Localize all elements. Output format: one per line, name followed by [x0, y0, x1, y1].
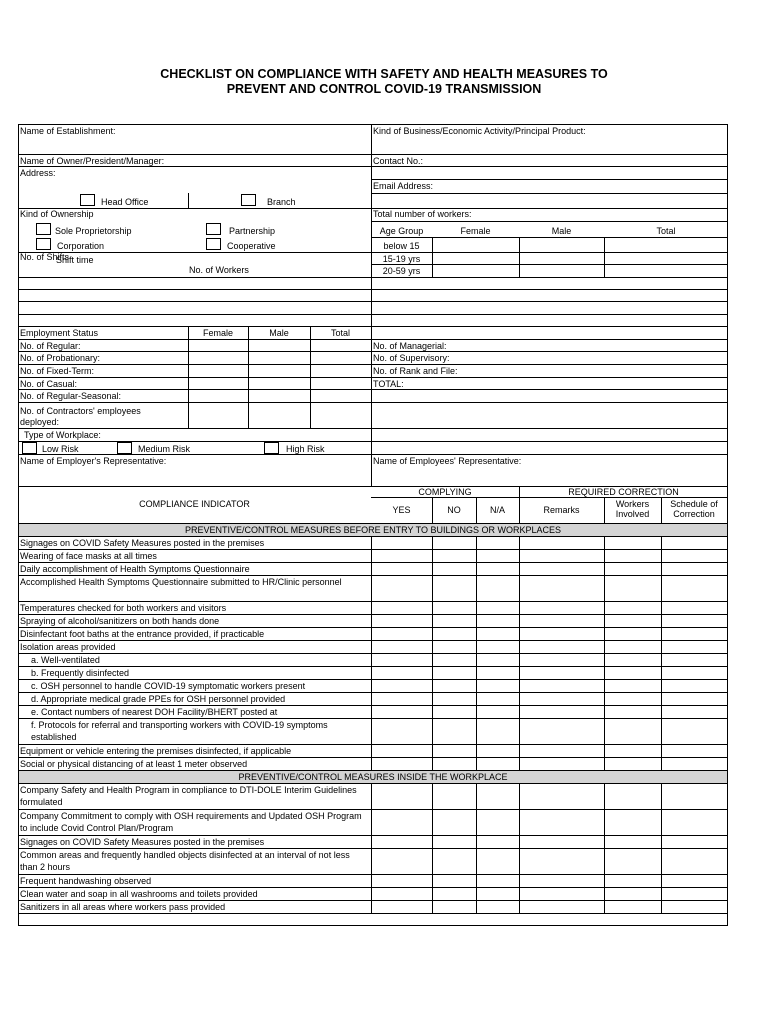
remarks-cell[interactable]	[519, 679, 604, 692]
grid-line	[371, 536, 372, 770]
no-cell[interactable]	[432, 874, 476, 887]
grid-line	[519, 783, 520, 913]
remarks-cell[interactable]	[519, 653, 604, 666]
na-cell[interactable]	[476, 887, 519, 900]
no-cell[interactable]	[432, 887, 476, 900]
schedule-cell[interactable]	[661, 874, 728, 887]
remarks-header: Remarks	[543, 505, 580, 515]
yes-cell[interactable]	[371, 718, 432, 744]
age-row-label: 15-19 yrs	[382, 254, 421, 264]
employment-row-label: No. of Fixed-Term:	[20, 366, 95, 376]
corporation-checkbox[interactable]	[36, 238, 51, 250]
remarks-cell[interactable]	[519, 848, 604, 874]
workers-involved-cell[interactable]	[604, 666, 661, 679]
partnership-label: Partnership	[229, 226, 276, 236]
employment-row-label: No. of Probationary:	[20, 353, 101, 363]
remarks-cell[interactable]	[519, 809, 604, 835]
age-male-header: Male	[551, 226, 572, 236]
workers-involved-cell[interactable]	[604, 627, 661, 640]
schedule-cell[interactable]	[661, 848, 728, 874]
grid-line	[519, 536, 520, 770]
employment-row-label: No. of Regular-Seasonal:	[20, 391, 122, 401]
yes-cell[interactable]	[371, 549, 432, 562]
remarks-cell[interactable]	[519, 666, 604, 679]
schedule-cell[interactable]	[661, 835, 728, 848]
schedule-of-correction-header: Schedule of Correction	[670, 499, 718, 519]
na-cell[interactable]	[476, 874, 519, 887]
checklist-item: d. Appropriate medical grade PPEs for OSH personnel provided	[31, 694, 286, 704]
remarks-cell[interactable]	[519, 874, 604, 887]
remarks-cell[interactable]	[519, 575, 604, 601]
checklist-item: b. Frequently disinfected	[31, 668, 130, 678]
yes-cell[interactable]	[371, 653, 432, 666]
grid-line	[432, 536, 433, 770]
workers-involved-cell[interactable]	[604, 705, 661, 718]
yes-cell[interactable]	[371, 874, 432, 887]
required-correction-header: REQUIRED CORRECTION	[568, 487, 679, 497]
schedule-cell[interactable]	[661, 679, 728, 692]
schedule-cell[interactable]	[661, 653, 728, 666]
workers-involved-cell[interactable]	[604, 549, 661, 562]
no-cell[interactable]	[432, 848, 476, 874]
schedule-cell[interactable]	[661, 575, 728, 601]
yes-cell[interactable]	[371, 692, 432, 705]
workers-involved-cell[interactable]	[604, 601, 661, 614]
workers-involved-cell[interactable]	[604, 783, 661, 809]
yes-cell[interactable]	[371, 900, 432, 913]
yes-cell[interactable]	[371, 627, 432, 640]
checklist-item: Spraying of alcohol/sanitizers on both hands done	[20, 616, 220, 626]
checklist-item: Wearing of face masks at all times	[20, 551, 157, 561]
yes-header: YES	[392, 505, 411, 515]
no-header: NO	[447, 505, 461, 515]
yes-cell[interactable]	[371, 640, 432, 653]
remarks-cell[interactable]	[519, 887, 604, 900]
checklist-item: Equipment or vehicle entering the premises disinfected, if applicable	[20, 746, 292, 756]
schedule-cell[interactable]	[661, 783, 728, 809]
na-cell[interactable]	[476, 601, 519, 614]
employment-total-header: Total	[330, 328, 350, 338]
address-label: Address:	[20, 168, 56, 178]
workplace-type-label: Type of Workplace:	[24, 430, 101, 440]
establishment-label: Name of Establishment:	[20, 126, 116, 136]
no-cell[interactable]	[432, 705, 476, 718]
na-cell[interactable]	[476, 809, 519, 835]
contact-label: Contact No.:	[373, 156, 424, 166]
age-row-label: 20-59 yrs	[382, 266, 421, 276]
yes-cell[interactable]	[371, 809, 432, 835]
no-cell[interactable]	[432, 601, 476, 614]
checklist-item: Social or physical distancing of at least 1 meter observed	[20, 759, 248, 769]
schedule-cell[interactable]	[661, 627, 728, 640]
na-cell[interactable]	[476, 835, 519, 848]
workers-involved-cell[interactable]	[604, 874, 661, 887]
schedule-cell[interactable]	[661, 640, 728, 653]
total-workers-label: Total number of workers:	[373, 209, 472, 219]
rank-and-file-label: No. of Rank and File:	[373, 366, 458, 376]
workers-involved-cell[interactable]	[604, 562, 661, 575]
medium-risk-checkbox[interactable]	[117, 442, 132, 454]
yes-cell[interactable]	[371, 601, 432, 614]
business-label: Kind of Business/Economic Activity/Principal Product:	[373, 126, 586, 136]
age-row-label: below 15	[383, 241, 420, 251]
na-cell[interactable]	[476, 562, 519, 575]
workers-involved-cell[interactable]	[604, 614, 661, 627]
remarks-cell[interactable]	[519, 705, 604, 718]
no-cell[interactable]	[432, 627, 476, 640]
checklist-item: Common areas and frequently handled objects disinfected at an interval of not less than 2 hours	[20, 850, 350, 872]
schedule-cell[interactable]	[661, 757, 728, 770]
na-cell[interactable]	[476, 614, 519, 627]
yes-cell[interactable]	[371, 783, 432, 809]
compliance-indicator-header: COMPLIANCE INDICATOR	[139, 499, 250, 509]
total-label: TOTAL:	[373, 379, 404, 389]
grid-line	[476, 536, 477, 770]
schedule-cell[interactable]	[661, 692, 728, 705]
workers-involved-cell[interactable]	[604, 848, 661, 874]
schedule-cell[interactable]	[661, 614, 728, 627]
remarks-cell[interactable]	[519, 614, 604, 627]
grid-line	[18, 913, 728, 914]
grid-line	[661, 783, 662, 913]
supervisory-label: No. of Supervisory:	[373, 353, 450, 363]
na-cell[interactable]	[476, 705, 519, 718]
workers-involved-cell[interactable]	[604, 718, 661, 744]
na-cell[interactable]	[476, 627, 519, 640]
remarks-cell[interactable]	[519, 900, 604, 913]
branch-checkbox[interactable]	[241, 194, 256, 206]
schedule-cell[interactable]	[661, 718, 728, 744]
grid-line	[371, 783, 372, 913]
no-cell[interactable]	[432, 536, 476, 549]
workers-involved-cell[interactable]	[604, 900, 661, 913]
na-cell[interactable]	[476, 757, 519, 770]
checklist-item: Company Commitment to comply with OSH requirements and Updated OSH Program to include Covid Control Plan/Program	[20, 811, 362, 833]
checklist-item: a. Well-ventilated	[31, 655, 100, 665]
checklist-item: Frequent handwashing observed	[20, 876, 152, 886]
checklist-item: Temperatures checked for both workers and visitors	[20, 603, 227, 613]
schedule-cell[interactable]	[661, 809, 728, 835]
cooperative-label: Cooperative	[227, 241, 276, 251]
employment-male-header: Male	[269, 328, 289, 338]
no-cell[interactable]	[432, 900, 476, 913]
no-cell[interactable]	[432, 562, 476, 575]
workers-involved-cell[interactable]	[604, 744, 661, 757]
na-header: N/A	[489, 505, 505, 515]
section-title-inside-workplace: PREVENTIVE/CONTROL MEASURES INSIDE THE WORKPLACE	[238, 772, 508, 782]
checklist-item: Signages on COVID Safety Measures posted in the premises	[20, 538, 265, 548]
grid-line	[432, 783, 433, 913]
no-cell[interactable]	[432, 679, 476, 692]
yes-cell[interactable]	[371, 614, 432, 627]
schedule-cell[interactable]	[661, 562, 728, 575]
no-cell[interactable]	[432, 744, 476, 757]
no-cell[interactable]	[432, 640, 476, 653]
no-cell[interactable]	[432, 718, 476, 744]
grid-line	[604, 536, 605, 770]
checklist-item: Company Safety and Health Program in compliance to DTI-DOLE Interim Guidelines formulated	[20, 785, 357, 807]
remarks-cell[interactable]	[519, 783, 604, 809]
medium-risk-label: Medium Risk	[138, 444, 191, 454]
remarks-cell[interactable]	[519, 536, 604, 549]
na-cell[interactable]	[476, 575, 519, 601]
no-cell[interactable]	[432, 614, 476, 627]
grid-line	[18, 770, 728, 771]
yes-cell[interactable]	[371, 666, 432, 679]
managerial-label: No. of Managerial:	[373, 341, 447, 351]
ownership-label: Kind of Ownership	[20, 209, 94, 219]
title-line-1: CHECKLIST ON COMPLIANCE WITH SAFETY AND HEALTH MEASURES TO	[160, 67, 608, 81]
schedule-cell[interactable]	[661, 549, 728, 562]
low-risk-checkbox[interactable]	[22, 442, 37, 454]
checklist-item: Accomplished Health Symptoms Questionnaire submitted to HR/Clinic personnel	[20, 577, 342, 587]
no-cell[interactable]	[432, 692, 476, 705]
workers-involved-cell[interactable]	[604, 640, 661, 653]
schedule-cell[interactable]	[661, 887, 728, 900]
workers-involved-cell[interactable]	[604, 692, 661, 705]
yes-cell[interactable]	[371, 562, 432, 575]
yes-cell[interactable]	[371, 679, 432, 692]
employment-row-label: No. of Contractors' employees deployed:	[20, 406, 141, 427]
sole-proprietorship-label: Sole Proprietorship	[55, 226, 132, 236]
yes-cell[interactable]	[371, 705, 432, 718]
age-total-header: Total	[656, 226, 676, 236]
checklist-item: f. Protocols for referral and transporting workers with COVID-19 symptoms established	[31, 720, 328, 742]
na-cell[interactable]	[476, 744, 519, 757]
remarks-cell[interactable]	[519, 549, 604, 562]
no-cell[interactable]	[432, 783, 476, 809]
no-cell[interactable]	[432, 757, 476, 770]
schedule-cell[interactable]	[661, 666, 728, 679]
na-cell[interactable]	[476, 718, 519, 744]
owner-label: Name of Owner/President/Manager:	[20, 156, 165, 166]
na-cell[interactable]	[476, 640, 519, 653]
yes-cell[interactable]	[371, 536, 432, 549]
yes-cell[interactable]	[371, 848, 432, 874]
low-risk-label: Low Risk	[42, 444, 79, 454]
high-risk-checkbox[interactable]	[264, 442, 279, 454]
checklist-item: Disinfectant foot baths at the entrance provided, if practicable	[20, 629, 265, 639]
workers-involved-cell[interactable]	[604, 809, 661, 835]
checklist-item: Sanitizers in all areas where workers pass provided	[20, 902, 226, 912]
na-cell[interactable]	[476, 692, 519, 705]
workers-involved-cell[interactable]	[604, 575, 661, 601]
checklist-item: e. Contact numbers of nearest DOH Facility/BHERT posted at	[31, 707, 278, 717]
corporation-label: Corporation	[57, 241, 105, 251]
remarks-cell[interactable]	[519, 640, 604, 653]
no-cell[interactable]	[432, 549, 476, 562]
employer-representative-label: Name of Employer's Representative:	[20, 456, 167, 466]
schedule-cell[interactable]	[661, 744, 728, 757]
schedule-cell[interactable]	[661, 900, 728, 913]
remarks-cell[interactable]	[519, 718, 604, 744]
na-cell[interactable]	[476, 666, 519, 679]
yes-cell[interactable]	[371, 744, 432, 757]
remarks-cell[interactable]	[519, 835, 604, 848]
no-of-workers-label: No. of Workers	[189, 265, 249, 275]
na-cell[interactable]	[476, 848, 519, 874]
na-cell[interactable]	[476, 536, 519, 549]
remarks-cell[interactable]	[519, 601, 604, 614]
high-risk-label: High Risk	[286, 444, 325, 454]
branch-label: Branch	[267, 197, 296, 207]
checklist-item: Daily accomplishment of Health Symptoms Questionnaire	[20, 564, 250, 574]
checklist-item: Signages on COVID Safety Measures posted in the premises	[20, 837, 265, 847]
title-line-2: PREVENT AND CONTROL COVID-19 TRANSMISSION	[226, 82, 542, 96]
employment-row-label: No. of Regular:	[20, 341, 81, 351]
head-office-label: Head Office	[101, 197, 149, 207]
partnership-checkbox[interactable]	[206, 223, 221, 235]
workers-involved-header: Workers Involved	[615, 499, 650, 519]
head-office-checkbox[interactable]	[80, 194, 95, 206]
remarks-cell[interactable]	[519, 744, 604, 757]
workers-involved-cell[interactable]	[604, 887, 661, 900]
no-cell[interactable]	[432, 575, 476, 601]
na-cell[interactable]	[476, 679, 519, 692]
no-cell[interactable]	[432, 666, 476, 679]
shift-time-label: Shift time	[56, 255, 94, 265]
remarks-cell[interactable]	[519, 692, 604, 705]
email-label: Email Address:	[373, 181, 434, 191]
na-cell[interactable]	[476, 900, 519, 913]
no-cell[interactable]	[432, 835, 476, 848]
sole-proprietorship-checkbox[interactable]	[36, 223, 51, 235]
na-cell[interactable]	[476, 549, 519, 562]
workers-involved-cell[interactable]	[604, 679, 661, 692]
schedule-cell[interactable]	[661, 601, 728, 614]
workers-involved-cell[interactable]	[604, 757, 661, 770]
yes-cell[interactable]	[371, 757, 432, 770]
no-cell[interactable]	[432, 653, 476, 666]
remarks-cell[interactable]	[519, 627, 604, 640]
na-cell[interactable]	[476, 783, 519, 809]
yes-cell[interactable]	[371, 835, 432, 848]
grid-line	[661, 536, 662, 770]
grid-line	[476, 783, 477, 913]
cooperative-checkbox[interactable]	[206, 238, 221, 250]
remarks-cell[interactable]	[519, 757, 604, 770]
checklist-item: c. OSH personnel to handle COVID-19 symptomatic workers present	[31, 681, 306, 691]
na-cell[interactable]	[476, 653, 519, 666]
shifts-label: No. of Shifts	[20, 252, 70, 262]
checklist-item: Clean water and soap in all washrooms and toilets provided	[20, 889, 258, 899]
yes-cell[interactable]	[371, 887, 432, 900]
yes-cell[interactable]	[371, 575, 432, 601]
employment-female-header: Female	[202, 328, 233, 338]
employees-representative-label: Name of Employees' Representative:	[373, 456, 522, 466]
employment-row-label: No. of Casual:	[20, 379, 78, 389]
workers-involved-cell[interactable]	[604, 653, 661, 666]
age-group-header: Age Group	[379, 226, 424, 236]
grid-line	[604, 783, 605, 913]
schedule-cell[interactable]	[661, 705, 728, 718]
complying-header: COMPLYING	[418, 487, 472, 497]
workers-involved-cell[interactable]	[604, 835, 661, 848]
employment-status-header: Employment Status	[20, 328, 99, 338]
schedule-cell[interactable]	[661, 536, 728, 549]
age-female-header: Female	[460, 226, 491, 236]
workers-involved-cell[interactable]	[604, 536, 661, 549]
remarks-cell[interactable]	[519, 562, 604, 575]
checklist-item: Isolation areas provided	[20, 642, 116, 652]
section-title-before-entry: PREVENTIVE/CONTROL MEASURES BEFORE ENTRY TO BUILDINGS OR WORKPLACES	[184, 525, 562, 535]
no-cell[interactable]	[432, 809, 476, 835]
